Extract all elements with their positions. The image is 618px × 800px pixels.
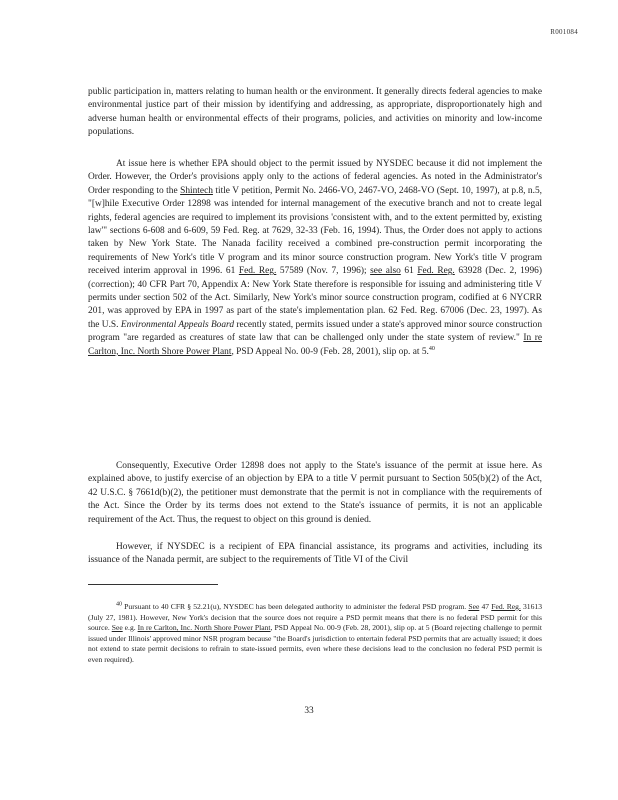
bates-number: R001084 — [550, 28, 578, 36]
footnote-reference: 40 — [428, 345, 435, 352]
text-segment: 57589 (Nov. 7, 1996); — [276, 266, 371, 277]
text-segment: e.g. — [122, 623, 138, 633]
footnote-number: 40 — [116, 601, 122, 608]
paragraph-continuation: public participation in, matters relating to human health or the environment. It generally directs federal agencies to make environmental justice part of their mission by identifying and addressing, as appropriate, disproportionately high and adverse human health or environmental effects of their programs, policies, and activities on minority and low-income populations. — [88, 87, 542, 138]
paragraph-title-vi: However, if NYSDEC is a recipient of EPA financial assistance, its programs and activities, including its issuance of the Nanada permit, are subject to the requirements of Title VI of the Civil — [88, 542, 542, 566]
footnote-40 — [88, 602, 542, 666]
text-segment: , PSD Appeal No. 00-9 (Feb. 28, 2001), slip op. at 5. — [231, 346, 429, 357]
page-number: 33 — [304, 706, 314, 716]
citation-fed-reg: Fed. Reg. — [238, 266, 277, 277]
text-segment: Pursuant to 40 CFR § 52.21(u), NYSDEC has been delegated authority to administer the federal PSD program. — [122, 602, 469, 611]
text-segment: , PSD Appeal No. 00-9 (Feb. 28, 2001), slip op. at 5 (Board rejecting challenge to permit issued under Illinois' approved minor NSR program because "the Board's jurisdiction to entertain federal PSD permits that are actually issued; it does not extend to state permit decisions to refrain to state-issued permits, even where these decisions lead to the conclusion no federal PSD permit is even required). — [88, 623, 543, 664]
text-segment: 63928 (Dec. 2, 1996) (correction); 40 CFR Part 70, Appendix A: New York State therefore is responsible for issuing and administering title V permits under section 502 of the Act. Similarly, New York's minor source construction program, codified at 6 NYCRR 201, was approved by EPA in 1997 as part of the state's implementation plan. 62 Fed. Reg. 67006 (Dec. 23, 1997). As the U.S. — [88, 266, 542, 330]
text-segment: title V petition, Permit No. 2466-VO, 2467-VO, 2468-VO (Sept. 10, 1997), at p.8, n.5, "[w]hile Executive Order 12898 was intended for internal management of the executive branch and not to create legal rights, federal agencies are required to implement its provisions 'consistent with, and to the extent permitted by, existing law'" sections 6-608 and 6-609, 59 Fed. Reg. at 7629, 32-33 (Feb. 16, 1994). Thus, the Order does not apply to actions taken by New York State. The Nanada facility received a combined pre-construction permit incorporating the requirements of New York's title V program and its minor source construction program. New York's title V program received interim approval in 1996. 61 — [88, 185, 542, 277]
text-segment: 47 — [479, 602, 492, 611]
case-name-carlton: In re Carlton, Inc. North Shore Power Plant — [137, 623, 271, 633]
paragraph-executive-order — [88, 158, 542, 359]
text-segment: 61 — [400, 266, 418, 277]
citation-see: See — [468, 602, 480, 611]
case-name-shintech: Shintech — [180, 185, 213, 196]
board-name: Environmental Appeals Board — [120, 319, 235, 330]
paragraph-conclusion: Consequently, Executive Order 12898 does not apply to the State's issuance of the permit at issue here. As explained above, to justify exercise of an objection by EPA to a title V permit pursuant to Section 505(b)(2) of the Act, 42 U.S.C. § 7661d(b)(2), the petitioner must demonstrate that the permit is not in compliance with the requirements of the Act. Since the Order by its terms does not extend to the State's issuance of permits, it is not an applicable requirement of the Act. Thus, the request to object on this ground is denied. — [88, 461, 542, 525]
case-name-carlton: In re Carlton, Inc. North Shore Power Plant — [88, 333, 542, 357]
citation-fed-reg: Fed. Reg. — [417, 266, 455, 277]
text-segment: 31613 (July 27, 1981). However, New York's decision that the source does not require a PSD permit means that there is no federal PSD permit for this source. — [88, 602, 542, 633]
citation-see-also: see also — [370, 266, 401, 277]
text-segment: At issue here is whether EPA should object to the permit issued by NYSDEC because it did not implement the Order. However, the Order's provisions apply only to the actions of federal agencies. As noted in the Administrator's Order responding to the — [88, 159, 542, 196]
citation-see: See — [111, 623, 123, 633]
text-segment: recently stated, permits issued under a state's approved minor source construction program "are regarded as creatures of state law that can be challenged only under the state system of review." — [88, 319, 543, 344]
footnote-divider — [88, 584, 218, 585]
citation-fed-reg: Fed. Reg. — [491, 602, 521, 611]
